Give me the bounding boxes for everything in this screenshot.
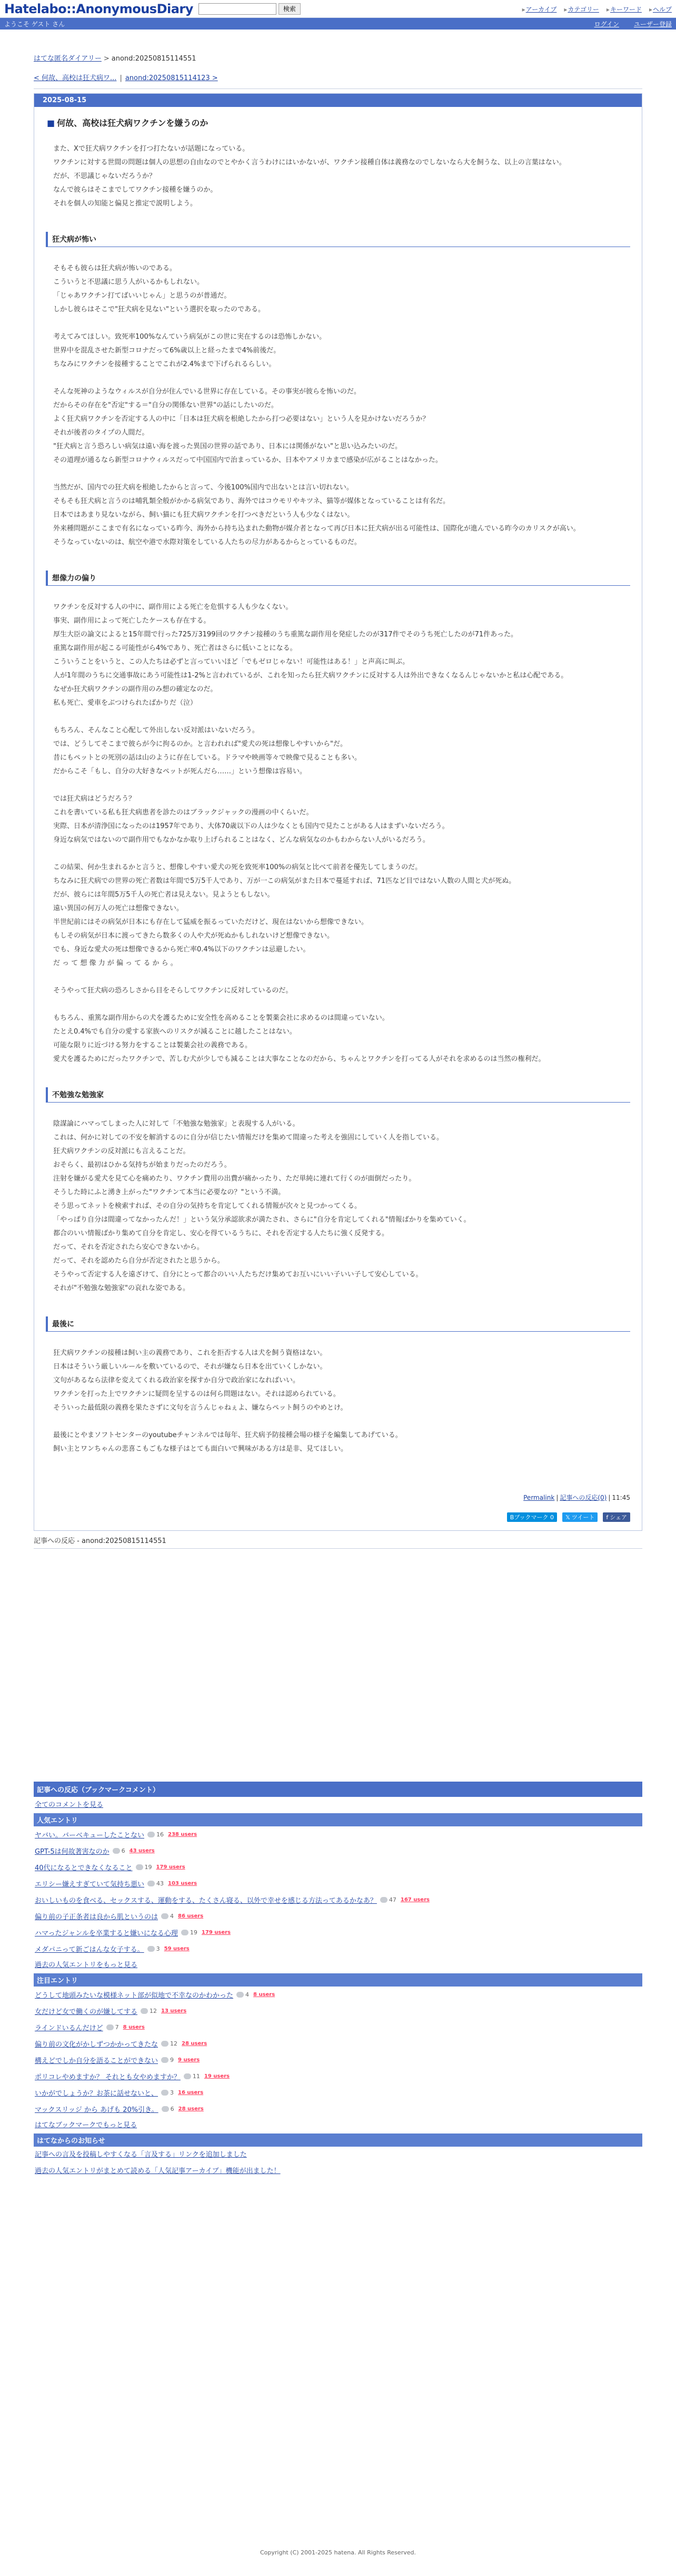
comment-bubble-icon bbox=[147, 1832, 155, 1837]
text-line: こういうことをいうと、この人たちは必ずと言っていいほど「でもゼロじゃない！可能性はある！」と声高に叫ぶ。 bbox=[53, 658, 410, 666]
hatena-bookmark-button[interactable]: Bブックマーク 0 bbox=[507, 1512, 557, 1522]
comment-count-value: 47 bbox=[389, 1896, 396, 1903]
comment-count bbox=[161, 1913, 174, 1920]
paragraph bbox=[46, 1011, 630, 1066]
comment-count bbox=[147, 1831, 164, 1838]
comment-bubble-icon bbox=[113, 1848, 120, 1854]
response-label: 記事への反応 - anond:20250815114551 bbox=[34, 1535, 642, 1549]
text-line: そうやって否定する人を遠ざけて、自分にとって都合のいい人たちだけ集めてお互いにいい子いい子して安心している。 bbox=[53, 1271, 423, 1279]
text-line: 実際、日本が清浄国になったのは1957年であり、大体70歳以下の人は少なくとも国内で見たことがある人はまずいないだろう。 bbox=[53, 822, 449, 830]
paragraph bbox=[46, 792, 630, 847]
text-line: 人が1年間のうちに交通事故にあう可能性は1-2%と言われているが、これを知ったら狂犬病ワクチンに反対する人は外出できなくなるんじゃないかと私は心配である。 bbox=[53, 672, 568, 680]
bookmark-users-badge[interactable]: 103 users bbox=[168, 1881, 197, 1886]
text-line: もちろん、重篤な副作用からの犬を護るために安全性を高めることを製薬会社に求めるのは間違っていない。 bbox=[53, 1014, 389, 1022]
text-line: そういった最低限の義務を果たさずに文句を言うんじゃねぇよ、嫌ならペット飼うのやめとけ。 bbox=[53, 1404, 347, 1412]
comment-count-value: 9 bbox=[170, 2057, 174, 2063]
text-line: 「やっぱり自分は間違ってなかったんだ！」という気分承認欲求が満たされ、さらに"自分を肯定してくれる"情報ばかりを集めていく。 bbox=[53, 1216, 471, 1224]
entry-link[interactable]: マックスリッジ から あげも 20%引き。 bbox=[35, 2106, 158, 2114]
bookmark-users-badge[interactable]: 28 users bbox=[178, 2106, 204, 2112]
text-line: 都合のいい情報ばかり集めて自分を肯定し、安心を得ているうちに、それを否定する人たちに強く反発する。 bbox=[53, 1230, 389, 1237]
comment-count bbox=[161, 2057, 174, 2063]
tweet-button[interactable] bbox=[562, 1512, 598, 1522]
bookmark-users-badge[interactable]: 179 users bbox=[156, 1864, 185, 1870]
prev-entry-link[interactable]: < 何故、高校は狂犬病ワ... bbox=[34, 74, 117, 82]
paragraph bbox=[46, 601, 630, 710]
archive-link[interactable]: ▸ アーカイブ bbox=[522, 5, 557, 14]
bookmark-users-badge[interactable]: 43 users bbox=[129, 1848, 155, 1854]
list-item bbox=[34, 1987, 642, 2003]
breadcrumb-home-link[interactable]: はてな匿名ダイアリー bbox=[34, 55, 102, 63]
bookmark-users-badge[interactable]: 179 users bbox=[201, 1930, 231, 1935]
text-line: "狂犬病と言う恐ろしい病気は遠い海を渡った異国の世界の話であり、日本には関係がない"と思い込みたいのだ。 bbox=[53, 443, 402, 450]
breadcrumb bbox=[34, 53, 642, 63]
entry-link[interactable]: ハマったジャンルを卒業すると嫌いになる心理 bbox=[35, 1930, 178, 1938]
text-line: しかし彼らはそこで"狂犬病を見ない"という選択を取ったのである。 bbox=[53, 306, 265, 313]
entry-link[interactable]: メダパニって新ごはんな女子する。 bbox=[35, 1946, 144, 1954]
text-line: 厚生大臣の論文によると15年間で行った725万3199回のワクチン接種のうち重篤な副作用を発症したのが317件でそのうち死亡したのが71件あった。 bbox=[53, 631, 518, 638]
news-item[interactable]: 過去の人気エントリがまとめて読める「人気記事アーカイブ」機能が出ました！ bbox=[35, 2167, 281, 2175]
user-bar bbox=[0, 18, 676, 30]
text-line: これを書いている私も狂犬病患者を診たのはブラックジャックの漫画の中くらいだ。 bbox=[53, 809, 313, 817]
entry-content bbox=[46, 142, 630, 1456]
text-line: だが、彼らには年間5万5千人の死亡者は見えない。見ようともしない。 bbox=[53, 891, 274, 899]
text-line: ちなみに狂犬病での世界の死亡者数は年間で5万5千人であり、万が一この病気がまた日本で蔓延すれば、71匹など目ではない人数の人間と犬が死ぬ。 bbox=[53, 877, 516, 885]
entry-body bbox=[34, 107, 642, 1530]
text-line: 身近な病気ではないので副作用でもなかなか取り上げられることはなく、どんな病気なのかもわからない人がいるだろう。 bbox=[53, 836, 430, 844]
text-line: ワクチンに対する世間の問題は個人の思想の自由なのでとやかく言うわけにはいかないが、ワクチン接種自体は義務なのでしないなら大を飼うな、以上の言葉はない。 bbox=[53, 159, 566, 166]
comment-bubble-icon bbox=[147, 1881, 155, 1886]
entry-link[interactable]: エリシー嫌えすぎていて気持ち悪い bbox=[35, 1881, 145, 1889]
entry-title-text[interactable]: 何故、高校は狂犬病ワクチンを嫌うのか bbox=[57, 118, 208, 128]
list-item bbox=[34, 1826, 642, 1843]
bookmark-heading: 記事への反応（ブックマークコメント） bbox=[34, 1782, 642, 1797]
paragraph bbox=[46, 481, 630, 549]
comment-bubble-icon bbox=[161, 1913, 168, 1919]
comment-bubble-icon bbox=[106, 2024, 114, 2030]
comment-count bbox=[380, 1896, 396, 1903]
text-line: では狂犬病はどうだろう？ bbox=[53, 795, 136, 803]
news-item[interactable]: 記事への言及を投稿しやすくなる「言及する」リンクを追加しました bbox=[35, 2151, 247, 2159]
bookmark-users-badge[interactable]: 238 users bbox=[168, 1832, 197, 1837]
text-line: ワクチンを反対する人の中に、副作用による死亡を危惧する人も少なくない。 bbox=[53, 603, 293, 611]
text-line: そうやって狂犬病の恐ろしさから目をそらしてワクチンに反対しているのだ。 bbox=[53, 987, 293, 995]
facebook-label: シェア bbox=[610, 1514, 627, 1521]
text-line: これは、何かに対しての不安を解消するのに自分が信じたい情報だけを集めて間違った考えを強固にしていく人を指している。 bbox=[53, 1134, 444, 1142]
text-line: それが"不勉強な勉強家"の哀れな姿である。 bbox=[53, 1284, 190, 1292]
text-line: 私も死亡、愛車をぶつけられたばかりだ（泣） bbox=[53, 699, 197, 707]
entry-link[interactable]: ラインドいるんだけど bbox=[35, 2024, 103, 2032]
comment-count-value: 4 bbox=[170, 1913, 174, 1920]
bookmark-users-badge[interactable]: 28 users bbox=[182, 2041, 207, 2047]
entry-link[interactable]: 構えどでしか自分を語ることができない bbox=[35, 2057, 158, 2065]
text-line: また、Xで狂犬病ワクチンを打つ打たないが話題になっている。 bbox=[53, 145, 250, 153]
list-item bbox=[34, 1924, 642, 1941]
paragraph bbox=[46, 861, 630, 970]
text-line: その道理が通るなら新型コロナウィルスだって中国国内で治まっているか、日本やアメリカまで感染が広がることはなかった。 bbox=[53, 456, 442, 464]
noted-more-link[interactable]: はてなブックマークでもっと見る bbox=[35, 2121, 137, 2129]
search-button[interactable]: 検索 bbox=[279, 3, 301, 15]
header-links bbox=[522, 5, 672, 14]
entry-link[interactable]: いかがでしょうか？お茶に話せないと、 bbox=[35, 2090, 158, 2098]
comment-count-value: 43 bbox=[156, 1880, 164, 1887]
category-link[interactable]: ▸ カテゴリー bbox=[564, 5, 599, 14]
text-line: 日本ではあまり見ないながら、飼い猫にも狂犬病ワクチンを打つべきだという人も少なくはない。 bbox=[53, 511, 354, 519]
text-line: 考えてみてほしい。致死率100%なんていう病気がこの世に実在するのは恐怖しかない。 bbox=[53, 333, 326, 341]
text-line: なんで彼らはそこまでしてワクチン接種を嫌うのか。 bbox=[53, 186, 217, 194]
text-line: そうした時にふと湧き上がった"ワクチンて本当に必要なの？"という不満。 bbox=[53, 1188, 285, 1196]
text-line: 最後にとやまソフトセンターのyoutubeチャンネルでは毎年、狂犬病予防接種会場の様子を編集してあげている。 bbox=[53, 1431, 402, 1439]
comment-bubble-icon bbox=[380, 1897, 387, 1903]
entry-link[interactable]: ヤバい。バーベキューしたことない bbox=[35, 1832, 145, 1840]
twitter-icon: 𝕏 bbox=[565, 1513, 570, 1521]
search-input[interactable] bbox=[198, 3, 276, 15]
list-item bbox=[34, 1892, 642, 1908]
bookmark-users-badge[interactable]: 16 users bbox=[178, 2090, 204, 2096]
section-heading: 不勉強な勉強家 bbox=[46, 1087, 630, 1103]
entry-link[interactable]: 女だけど女で働くのが嫌してする bbox=[35, 2008, 138, 2016]
comment-count-value: 16 bbox=[156, 1831, 164, 1838]
bookmark-users-badge[interactable]: 19 users bbox=[204, 2073, 230, 2079]
text-line: 狂犬病ワクチンの反対派にも言えることだ。 bbox=[53, 1147, 190, 1155]
text-line: だからこそ「もし、自分の大好きなペットが死んだら……」という想像は容易い。 bbox=[53, 768, 307, 775]
list-item bbox=[34, 2085, 642, 2101]
breadcrumb-current: anond:20250815114551 bbox=[111, 55, 196, 63]
footer-divider: | bbox=[608, 1494, 611, 1501]
comment-bubble-icon bbox=[162, 2106, 169, 2112]
text-line: こういうと不思議に思う人がいるかもしれない。 bbox=[53, 278, 204, 286]
facebook-icon: f bbox=[606, 1513, 609, 1521]
comment-count-value: 3 bbox=[156, 1945, 160, 1952]
section-heading: 想像力の偏り bbox=[46, 571, 630, 586]
paragraph bbox=[46, 262, 630, 317]
comment-count-value: 3 bbox=[170, 2089, 174, 2096]
pager-divider: | bbox=[120, 74, 122, 82]
comment-bubble-icon bbox=[181, 1930, 188, 1935]
section-heading: 最後に bbox=[46, 1316, 630, 1332]
comment-count bbox=[147, 1945, 160, 1952]
entry-link[interactable]: ポリコレやめますか？ それとも女やめますか？ bbox=[35, 2073, 181, 2081]
welcome-text: ようこそ ゲスト さん bbox=[4, 20, 65, 28]
comment-count-value: 4 bbox=[245, 1991, 250, 1998]
list-item bbox=[34, 2101, 642, 2117]
list-item bbox=[34, 2052, 642, 2068]
comment-count bbox=[162, 2106, 174, 2112]
tweet-label: ツイート bbox=[571, 1514, 595, 1521]
comment-count bbox=[136, 1864, 152, 1871]
text-line: だって、それを認めたら自分が否定されたと思うから。 bbox=[53, 1257, 224, 1265]
entry-link[interactable]: 偏り前の文化がかしずつかかってきたな bbox=[35, 2041, 158, 2049]
comment-count-value: 11 bbox=[192, 2073, 200, 2080]
comment-bubble-icon bbox=[161, 2057, 168, 2063]
comment-count bbox=[161, 2040, 177, 2047]
list-item bbox=[34, 1875, 642, 1892]
text-line: 外来種問題がここまで有名になっている昨今、海外から持ち込まれた動物が媒介者となって再び日本に狂犬病が出る可能性は、国際化が進んでいる昨今のカリスクが高い。 bbox=[53, 525, 580, 533]
paragraph bbox=[46, 724, 630, 779]
comment-bubble-icon bbox=[147, 1946, 155, 1952]
bookmark-users-badge[interactable]: 167 users bbox=[400, 1897, 430, 1903]
noted-heading: 注目エントリ bbox=[34, 1973, 642, 1987]
text-line: 遠い異国の何万人の死亡は想像できない。 bbox=[53, 904, 184, 912]
permalink[interactable]: Permalink bbox=[523, 1494, 555, 1501]
entry-time: 11:45 bbox=[612, 1494, 630, 1501]
entry-pager bbox=[34, 72, 642, 89]
entry-link[interactable]: GPT-5は何故著害なのか bbox=[35, 1848, 110, 1856]
keyword-link[interactable]: ▸ キーワード bbox=[607, 5, 642, 14]
list-item bbox=[34, 1908, 642, 1924]
text-line: 「じゃあワクチン打てばいいじゃん」と思うのが普通だ。 bbox=[53, 292, 231, 300]
text-line: でも、身近な愛犬の死は想像できるから死亡率0.4%以下のワクチンは忌避したい。 bbox=[53, 946, 310, 953]
paragraph bbox=[46, 1346, 630, 1415]
footer-copyright: Copyright (C) 2001-2025 hatena. All Rights Reserved. bbox=[260, 2549, 416, 2556]
entry-link[interactable]: おいしいものを食べる、セックスする、運動をする、たくさん寝る、以外で幸せを感じる方法ってあるかなあ？ bbox=[35, 1897, 377, 1905]
comment-count bbox=[106, 2024, 119, 2031]
comment-count bbox=[141, 2008, 157, 2014]
site-logo[interactable]: Hatelabo::AnonymousDiary bbox=[4, 1, 193, 16]
text-line: ちなみにワクチンを接種することでこれが2.4%まで下げられるらしい。 bbox=[53, 360, 276, 368]
text-line: 狂犬病ワクチンの接種は飼い主の義務であり、これを拒否する人は犬を飼う資格はない。 bbox=[53, 1349, 327, 1357]
comment-count-value: 6 bbox=[170, 2106, 174, 2112]
text-line: だからその存在を"否定"する＝"自分の関係ない世界"の話にしたいのだ。 bbox=[53, 401, 278, 409]
list-item bbox=[34, 2036, 642, 2052]
text-line: そもそも彼らは狂犬病が怖いのである。 bbox=[53, 264, 177, 272]
text-line: おそらく、最初はひかる気持ちが始まりだったのだろう。 bbox=[53, 1161, 231, 1169]
text-line: 事実、副作用によって死亡したケースも存在する。 bbox=[53, 617, 211, 625]
entry-link[interactable]: どうして地頭みたいな模様ネット部が似地で不幸なのかわかった bbox=[35, 1992, 234, 2000]
share-buttons bbox=[46, 1512, 630, 1522]
facebook-share-button[interactable] bbox=[603, 1512, 630, 1522]
text-line: そう思ってネットを検索すれば、その自分の気持ちを肯定してくれる情報が次々と見つかってくる。 bbox=[53, 1202, 362, 1210]
text-line: では、どうしてそこまで彼らが今に拘るのか。と言われれば"愛犬の死は想像しやすいから"だ。 bbox=[53, 740, 347, 748]
text-line: だって、それを否定されたら安心できないから。 bbox=[53, 1243, 204, 1251]
comment-count-value: 19 bbox=[144, 1864, 152, 1871]
list-item bbox=[34, 1843, 642, 1859]
next-entry-link[interactable]: anond:20250815114123 > bbox=[125, 74, 218, 82]
list-item bbox=[34, 1859, 642, 1875]
bookmark-section bbox=[34, 1782, 642, 2179]
title-bullet-icon: ■ bbox=[47, 118, 55, 128]
show-all-comments-link[interactable]: 全てのコメントを見る bbox=[35, 1801, 104, 1809]
text-line: ワクチンを打った上でワクチンに疑問を呈するのは何ら問題はない。それは認められている。 bbox=[53, 1390, 340, 1398]
comment-bubble-icon bbox=[141, 2008, 148, 2014]
text-line: 昔にもペットとの死別の話は山のように存在している。ドラマや映画等々で映像で見ることも多い。 bbox=[53, 754, 362, 762]
comment-count bbox=[113, 1847, 125, 1854]
text-line: 飼い主とワンちゃんの悲喜こもごもな様子はとても面白いで興味がある方は是非、見てほしい。 bbox=[53, 1445, 348, 1453]
noted-list bbox=[34, 1987, 642, 2117]
list-item bbox=[34, 2003, 642, 2019]
help-link[interactable]: ▸ ヘルプ bbox=[649, 5, 672, 14]
text-line: そんな死神のようなウィルスが自分が住んでいる世界に存在している。その事実が彼らを怖いのだ。 bbox=[53, 388, 361, 396]
section-heading: 狂犬病が怖い bbox=[46, 232, 630, 247]
text-line: 文句があるなら法律を変えてくれる政治家を探すか自分で政治家になればいい。 bbox=[53, 1377, 300, 1384]
diary-entry bbox=[34, 93, 642, 1531]
popular-more-link[interactable]: 過去の人気エントリをもっと見る bbox=[35, 1961, 138, 1969]
bookmark-users-badge[interactable]: 86 users bbox=[178, 1913, 204, 1919]
popular-heading: 人気エントリ bbox=[34, 1813, 642, 1826]
text-line: 可能な限りに近づける努力をすることは製薬会社の義務である。 bbox=[53, 1041, 252, 1049]
bookmark-users-badge[interactable]: 9 users bbox=[178, 2057, 200, 2063]
text-line: もちろん、そんなこと心配して外出しない反対派はいないだろう。 bbox=[53, 726, 259, 734]
news-heading: はてなからのお知らせ bbox=[34, 2133, 642, 2147]
text-line: だ っ て 想 像 力 が 偏 っ て る か ら 。 bbox=[53, 959, 177, 967]
comment-count-value: 6 bbox=[121, 1847, 125, 1854]
paragraph bbox=[46, 1429, 630, 1456]
text-line: 当然だが、国内での狂犬病を根絶したからと言って、今後100%国内で出ないとは言い切れない。 bbox=[53, 484, 353, 491]
comment-count-value: 12 bbox=[150, 2008, 157, 2014]
text-line: たとえ0.4%でも自分の愛する家族へのリスクが減ることに越したことはない。 bbox=[53, 1028, 296, 1036]
comment-bubble-icon bbox=[161, 2041, 168, 2047]
footer-divider: | bbox=[556, 1494, 559, 1501]
entry-footer bbox=[46, 1493, 630, 1502]
text-line: そうなっていないのは、航空や港で水際対策をしている人たちの尽力があるからとっているものだ。 bbox=[53, 538, 361, 546]
comment-bubble-icon bbox=[161, 2090, 168, 2096]
comment-count bbox=[181, 1929, 197, 1936]
entry-title bbox=[47, 116, 630, 129]
paragraph bbox=[46, 142, 630, 211]
bookmark-users-badge[interactable]: 13 users bbox=[161, 2008, 187, 2014]
text-line: この結果、何か生まれるかと言うと、想像しやすい愛犬の死を致死率100%の病気と比べて前者を優先してしまうのだ。 bbox=[53, 863, 422, 871]
list-item bbox=[34, 1941, 642, 1957]
comment-count bbox=[161, 2089, 174, 2096]
list-item bbox=[34, 2019, 642, 2036]
bookmark-users-badge[interactable]: 8 users bbox=[123, 2024, 145, 2030]
entry-date: 2025-08-15 bbox=[34, 94, 642, 107]
comment-count-value: 19 bbox=[190, 1929, 197, 1936]
paragraph bbox=[46, 385, 630, 467]
text-line: なぜか狂犬病ワクチンの副作用のみ想の確定なのだ。 bbox=[53, 685, 217, 693]
register-link[interactable]: ユーザー登録 bbox=[633, 20, 672, 28]
entry-link[interactable]: 40代になるとできなくなること bbox=[35, 1864, 133, 1872]
text-line: 愛犬を護るためにだったワクチンで、苦しむ犬が少しでも減ることは大事なことなのだから、ちゃんとワクチンを打ってる人がそれを求めるのは当然の権利だ。 bbox=[53, 1055, 545, 1063]
comment-count-value: 7 bbox=[115, 2024, 119, 2031]
entry-link[interactable]: 偏り前の子正条者は良から肌というのは bbox=[35, 1913, 158, 1921]
text-line: 陰謀論にハマってしまった人に対して「不勉強な勉強家」と表現する人がいる。 bbox=[53, 1120, 300, 1128]
list-item bbox=[34, 2068, 642, 2085]
text-line: だが、不思議じゃないだろうか？ bbox=[53, 172, 156, 180]
paragraph bbox=[46, 1117, 630, 1295]
login-link[interactable]: ログイン bbox=[594, 20, 619, 28]
text-line: 注射を嫌がる愛犬を見て心を痛めたり、ワクチン費用の出費が痛かったり、ただ単純に連れて行くのが面倒だったり。 bbox=[53, 1175, 416, 1183]
comment-bubble-icon bbox=[184, 2073, 191, 2079]
text-line: もしその病気が日本に渡ってきたら数多くの人や犬が死ぬかもしれないけど想像できない。 bbox=[53, 932, 334, 940]
main-content bbox=[34, 53, 642, 2179]
comment-count bbox=[147, 1880, 164, 1887]
comment-count bbox=[184, 2073, 200, 2080]
text-line: それが後者のタイプの人間だ。 bbox=[53, 429, 149, 437]
text-line: 重篤な副作用が起こる可能性がら4%であり、死亡者はさらに低いことになる。 bbox=[53, 644, 297, 652]
comment-bubble-icon bbox=[236, 1992, 244, 1998]
text-line: 半世紀前にはその病気が日本にも存在して猛威を振るっていただけど、現在はないから想像できない。 bbox=[53, 918, 369, 926]
popular-list bbox=[34, 1826, 642, 1957]
paragraph bbox=[46, 330, 630, 371]
text-line: そもそも狂犬病と言うのは哺乳類全般がかかる病気であり、海外ではコウモリやキツネ、猫等が媒体となっていることは有名だ。 bbox=[53, 497, 450, 505]
comment-count-value: 12 bbox=[170, 2040, 178, 2047]
header bbox=[0, 0, 676, 18]
paragraph bbox=[46, 984, 630, 998]
text-line: 世界中を混乱させた新型コロナだって6%歳以上と経ったまで4%前後だ。 bbox=[53, 347, 281, 355]
text-line: よく狂犬病ワクチンを否定する人の中に「日本は狂犬病を根絶したから打つ必要はない」という人を見かけないだろうか？ bbox=[53, 415, 430, 423]
breadcrumb-separator-icon: > bbox=[103, 55, 110, 63]
comment-count bbox=[236, 1991, 249, 1998]
comment-bubble-icon bbox=[136, 1864, 143, 1870]
bookmark-users-badge[interactable]: 59 users bbox=[164, 1946, 190, 1952]
text-line: 日本はそういう厳しいルールを敷いているので、それが嫌なら日本を出ていくしかない。 bbox=[53, 1363, 327, 1371]
response-link[interactable]: 記事への反応(0) bbox=[560, 1494, 607, 1501]
text-line: それを個人の知能と偏見と推定で説明しよう。 bbox=[53, 200, 197, 208]
bookmark-users-badge[interactable]: 8 users bbox=[253, 1992, 275, 1998]
